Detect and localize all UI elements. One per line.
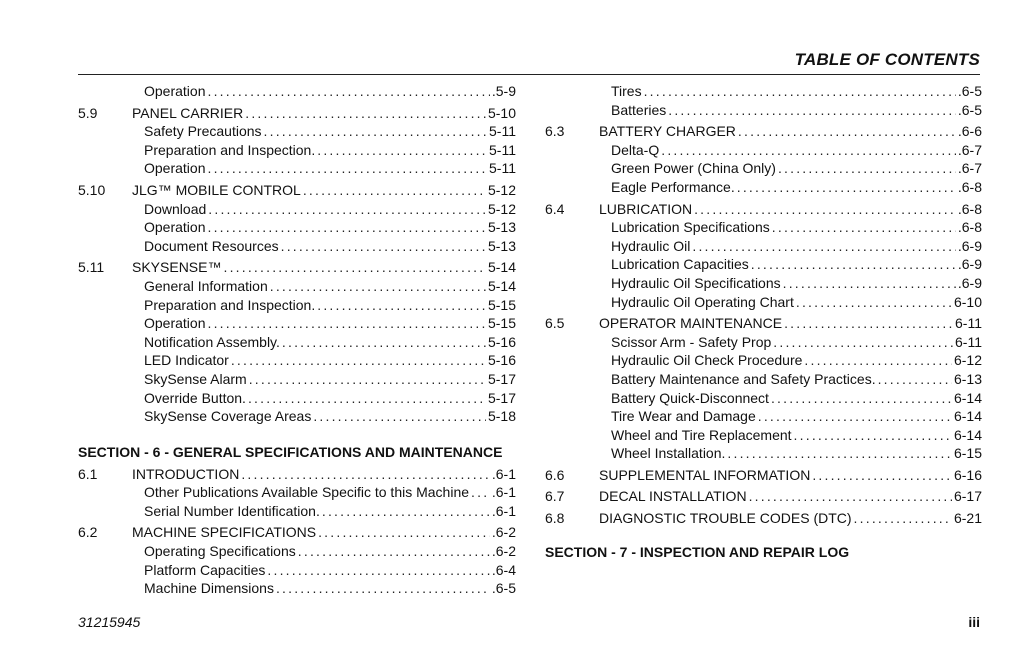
dot-leader [644, 82, 956, 101]
dot-leader [317, 296, 486, 315]
dot-leader [738, 122, 956, 141]
entry-title: PANEL CARRIER [132, 104, 244, 121]
toc-subsection-entry[interactable] [78, 218, 516, 237]
dot-leader [281, 237, 486, 256]
toc-section-entry[interactable] [78, 523, 516, 542]
dot-leader [264, 122, 488, 141]
dot-leader [758, 407, 952, 426]
dot-leader [784, 314, 953, 333]
entry-title: Download [144, 200, 207, 217]
toc-left-column [78, 82, 516, 598]
entry-title: MACHINE SPECIFICATIONS [132, 524, 317, 541]
page-reference: 5-10 [487, 104, 516, 121]
entry-title: JLG™ MOBILE CONTROL [132, 181, 301, 198]
toc-subsection-entry[interactable] [545, 444, 982, 463]
toc-subsection-entry[interactable] [78, 296, 516, 315]
entry-title: OPERATOR MAINTENANCE [599, 315, 783, 332]
toc-section-entry[interactable] [78, 258, 516, 277]
toc-subsection-entry[interactable] [545, 426, 982, 445]
page-reference: .6-9 [957, 237, 982, 254]
page-reference: .6-1 [491, 502, 516, 519]
toc-subsection-entry[interactable] [545, 101, 982, 120]
section-heading: SECTION - 6 - GENERAL SPECIFICATIONS AND MAINTENANCE [78, 443, 503, 460]
section-number: 6.2 [78, 524, 98, 541]
toc-subsection-entry[interactable] [78, 561, 516, 580]
dot-leader [207, 314, 485, 333]
toc-section-entry[interactable] [545, 487, 982, 506]
dot-leader [207, 82, 489, 101]
section-number: 6.8 [545, 510, 565, 527]
page-reference: 6-21 [953, 510, 982, 527]
dot-leader [727, 444, 952, 463]
toc-subsection-entry[interactable] [78, 351, 516, 370]
page-reference: 6-11 [955, 315, 982, 332]
entry-title: Tires [611, 83, 642, 99]
toc-subsection-entry[interactable] [545, 274, 982, 293]
toc-subsection-entry[interactable] [78, 579, 516, 598]
toc-subsection-entry[interactable] [545, 178, 982, 197]
entry-title: Lubrication Specifications [611, 219, 770, 236]
page-reference: .6-2 [491, 524, 516, 541]
entry-title: Override Button. [144, 389, 246, 406]
dot-leader [241, 465, 490, 484]
dot-leader [796, 293, 952, 312]
entry-title: Hydraulic Oil Check Procedure [611, 352, 803, 369]
entry-title: SkySense Alarm [144, 370, 247, 387]
dot-leader [854, 509, 952, 528]
dot-leader [668, 101, 956, 120]
section-number: 6.6 [545, 466, 565, 483]
page-reference: .6-9 [957, 274, 982, 291]
page-reference: 5-12 [487, 200, 516, 217]
page-reference: .6-8 [957, 200, 982, 217]
dot-leader [207, 159, 487, 178]
entry-title: Safety Precautions [144, 123, 262, 140]
page-reference: 5-16 [487, 352, 516, 369]
section-number: 6.5 [545, 315, 565, 332]
entry-title: Green Power (China Only) [611, 160, 776, 177]
entry-title: Hydraulic Oil Specifications [611, 274, 781, 291]
entry-title: DECAL INSTALLATION [599, 488, 747, 505]
dot-leader [276, 579, 490, 598]
entry-title: Other Publications Available Specific to this Machine [144, 484, 470, 501]
toc-subsection-entry[interactable] [545, 237, 982, 256]
page-header-title: TABLE OF CONTENTS [794, 50, 980, 69]
entry-title: Notification Assembly. [144, 333, 280, 350]
dot-leader [772, 218, 956, 237]
toc-section-entry[interactable] [545, 314, 982, 333]
dot-leader [245, 104, 486, 123]
page-number: iii [968, 614, 980, 630]
toc-subsection-entry[interactable] [78, 542, 516, 561]
page-reference: 5-11 [489, 141, 516, 158]
page-reference: 5-12 [487, 181, 516, 198]
toc-subsection-entry[interactable] [545, 389, 982, 408]
page-reference: 6-11 [955, 333, 982, 350]
dot-leader [249, 370, 486, 389]
toc-section-entry[interactable] [78, 465, 516, 484]
entry-title: Preparation and Inspection. [144, 296, 316, 313]
toc-subsection-entry[interactable] [78, 483, 516, 502]
page-reference: .6-5 [957, 83, 982, 99]
entry-title: LUBRICATION [599, 200, 693, 217]
entry-title: Platform Capacities [144, 561, 266, 578]
toc-subsection-entry[interactable] [78, 237, 516, 256]
toc-section-entry[interactable] [545, 509, 982, 528]
toc-subsection-entry[interactable] [78, 159, 516, 178]
entry-title: SkySense Coverage Areas [144, 408, 312, 425]
page-reference: .6-1 [491, 465, 516, 482]
entry-title: Delta-Q [611, 141, 660, 158]
toc-section-entry[interactable] [545, 122, 982, 141]
toc-section-entry[interactable] [545, 200, 982, 219]
section-number: 6.4 [545, 200, 565, 217]
dot-leader [313, 407, 486, 426]
dot-leader [322, 502, 490, 521]
page-reference: .6-8 [957, 219, 982, 236]
entry-title: DIAGNOSTIC TROUBLE CODES (DTC) [599, 510, 852, 527]
page-reference: 5-11 [489, 160, 516, 177]
dot-leader [207, 218, 485, 237]
toc-subsection-entry[interactable] [78, 502, 516, 521]
dot-leader [661, 141, 956, 160]
section-number: 5.11 [78, 259, 105, 276]
page-reference: .6-2 [491, 543, 516, 560]
page-reference: .6-9 [957, 256, 982, 273]
section-heading: SECTION - 7 - INSPECTION AND REPAIR LOG [545, 543, 850, 560]
entry-title: Lubrication Capacities [611, 256, 749, 273]
page-reference: .6-7 [957, 160, 982, 177]
toc-subsection-entry[interactable] [78, 122, 516, 141]
dot-leader [231, 351, 486, 370]
toc-subsection-entry[interactable] [545, 255, 982, 274]
dot-leader [778, 159, 956, 178]
toc-subsection-entry[interactable] [78, 314, 516, 333]
page-reference: 5-14 [487, 277, 516, 294]
entry-title: SUPPLEMENTAL INFORMATION [599, 466, 811, 483]
toc-right-column [545, 82, 982, 565]
page-reference: .6-4 [491, 561, 516, 578]
dot-leader [771, 389, 952, 408]
toc-subsection-entry[interactable] [545, 159, 982, 178]
dot-leader [878, 370, 952, 389]
page-reference: .6-6 [957, 123, 982, 140]
dot-leader [737, 178, 956, 197]
toc-subsection-entry[interactable] [545, 351, 982, 370]
dot-leader [773, 333, 953, 352]
entry-title: Hydraulic Oil Operating Chart [611, 293, 794, 310]
entry-title: Operation [144, 219, 206, 236]
page-reference: 6-16 [953, 466, 982, 483]
toc-subsection-entry[interactable] [545, 293, 982, 312]
dot-leader [223, 258, 485, 277]
page-reference: 5-17 [487, 389, 516, 406]
toc-subsection-entry[interactable] [78, 200, 516, 219]
dot-leader [783, 274, 956, 293]
section-number: 5.9 [78, 104, 98, 121]
toc-subsection-entry[interactable] [78, 277, 516, 296]
document-number: 31215945 [78, 614, 141, 630]
page-reference: 5-16 [487, 333, 516, 350]
page-reference: 6-17 [953, 488, 982, 505]
entry-title: Serial Number Identification. [144, 502, 320, 519]
toc-subsection-entry[interactable] [78, 141, 516, 160]
dot-leader [318, 523, 490, 542]
page-reference: 5-13 [487, 237, 516, 254]
page-reference: 5-13 [487, 219, 516, 236]
page-reference: .6-5 [957, 101, 982, 118]
dot-leader [267, 561, 489, 580]
toc-subsection-entry[interactable] [78, 333, 516, 352]
page-reference: .5-9 [491, 83, 516, 99]
toc-subsection-entry[interactable] [545, 141, 982, 160]
toc-subsection-entry[interactable] [545, 82, 982, 101]
section-number: 6.1 [78, 465, 98, 482]
dot-leader [208, 200, 486, 219]
entry-title: Operation [144, 315, 206, 332]
toc-subsection-entry[interactable] [545, 407, 982, 426]
page-reference: 5-18 [487, 408, 516, 425]
entry-title: Document Resources [144, 237, 279, 254]
page-reference: 5-14 [487, 259, 516, 276]
entry-title: Scissor Arm - Safety Prop [611, 333, 772, 350]
page-reference: 6-13 [953, 370, 982, 387]
entry-title: Operating Specifications [144, 543, 296, 560]
dot-leader [812, 466, 952, 485]
page-reference: 5-15 [487, 296, 516, 313]
page-reference: 6-12 [953, 352, 982, 369]
dot-leader [248, 389, 486, 408]
toc-subsection-entry[interactable] [545, 218, 982, 237]
toc-subsection-entry[interactable] [78, 407, 516, 426]
section-number: 6.7 [545, 488, 565, 505]
toc-section-entry[interactable] [78, 104, 516, 123]
dot-leader [303, 181, 486, 200]
page-reference: .6-1 [491, 484, 516, 501]
dot-leader [282, 333, 486, 352]
entry-title: Preparation and Inspection. [144, 141, 316, 158]
entry-title: Wheel Installation. [611, 445, 726, 462]
toc-subsection-entry[interactable] [545, 370, 982, 389]
section-number: 6.3 [545, 123, 565, 140]
page-reference: 6-10 [953, 293, 982, 310]
dot-leader [804, 351, 952, 370]
entry-title: INTRODUCTION [132, 465, 240, 482]
dot-leader [751, 255, 956, 274]
entry-title: Hydraulic Oil [611, 237, 691, 254]
entry-title: SKYSENSE™ [132, 259, 222, 276]
page-reference: 6-14 [953, 389, 982, 406]
entry-title: Battery Maintenance and Safety Practices. [611, 370, 876, 387]
dot-leader [794, 426, 952, 445]
toc-section-entry[interactable] [545, 466, 982, 485]
entry-title: Battery Quick-Disconnect [611, 389, 769, 406]
page-reference: .6-8 [957, 178, 982, 195]
dot-leader [471, 483, 490, 502]
entry-title: Machine Dimensions [144, 580, 274, 597]
entry-title: LED Indicator [144, 352, 229, 369]
entry-title: Batteries [611, 101, 667, 118]
page-reference: 5-17 [487, 370, 516, 387]
dot-leader [317, 141, 487, 160]
entry-title: General Information [144, 277, 268, 294]
toc-subsection-entry[interactable] [78, 389, 516, 408]
section-number: 5.10 [78, 181, 106, 198]
page-reference: 6-14 [953, 408, 982, 425]
dot-leader [298, 542, 490, 561]
page-reference: 5-15 [487, 315, 516, 332]
page-reference: 6-15 [953, 445, 982, 462]
page-reference: .6-5 [491, 580, 516, 597]
entry-title: BATTERY CHARGER [599, 123, 736, 140]
dot-leader [692, 237, 956, 256]
header-divider [78, 74, 980, 75]
entry-title: Tire Wear and Damage [611, 408, 756, 425]
entry-title: Operation [144, 83, 206, 99]
dot-leader [270, 277, 486, 296]
entry-title: Eagle Performance. [611, 178, 735, 195]
page-reference: 6-14 [953, 426, 982, 443]
toc-subsection-entry[interactable] [545, 333, 982, 352]
entry-title: Operation [144, 160, 206, 177]
dot-leader [694, 200, 956, 219]
page-reference: 5-11 [489, 123, 516, 140]
toc-subsection-entry[interactable] [78, 82, 516, 101]
toc-section-entry[interactable] [78, 181, 516, 200]
toc-subsection-entry[interactable] [78, 370, 516, 389]
entry-title: Wheel and Tire Replacement [611, 426, 792, 443]
dot-leader [749, 487, 952, 506]
page-reference: .6-7 [957, 141, 982, 158]
